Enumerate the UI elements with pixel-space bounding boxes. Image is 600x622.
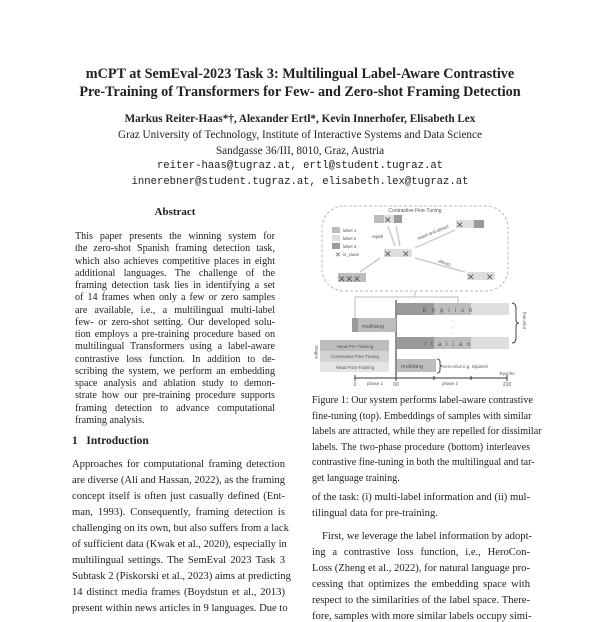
- text-line: labels are attracted, while they are repelled for dissimilar: [312, 426, 542, 437]
- text-line: framing detection task lies in identifying a set: [75, 280, 275, 291]
- tick-label: 210: [502, 382, 512, 388]
- multilang-label: multilang: [362, 324, 385, 330]
- text-line: contrastive fine-tuning in both the multilingual and tar-: [312, 457, 535, 468]
- paper-title-line-2: Pre-Training of Transformers for Few- and Zero-shot Framing Detection: [79, 84, 521, 100]
- text-line: strate how our pre-training procedure supports: [75, 390, 275, 402]
- tick-label: 60: [393, 382, 399, 388]
- text-line: present within news articles in 9 languages. Due to: [72, 603, 288, 614]
- stage-label: Head Post-Training: [335, 365, 375, 370]
- text-line: framing analysis.: [75, 414, 145, 426]
- text-line: respect to the similarities of the label space. There-: [312, 595, 530, 606]
- text-line: space analysis and ablation study to demon-: [75, 378, 275, 389]
- phase-label: phase 2: [441, 381, 459, 386]
- text-line: get language training.: [312, 472, 400, 484]
- svg-text:·: ·: [452, 325, 454, 331]
- text-line: are available, i.e., a multilingual multi-label: [75, 304, 275, 316]
- text-line: concept itself is often just casually defined (Ent-: [72, 491, 285, 502]
- text-line: ing a contrastive loss function, i.e., HeroCon-: [312, 547, 530, 558]
- text-line: challenging on its own, but also suffers from a lack: [72, 523, 289, 534]
- phase-label: phase 1: [366, 381, 384, 386]
- address: Sandgasse 36/III, 8010, Graz, Austria: [215, 145, 385, 157]
- embedding-right-bottom: [467, 272, 495, 282]
- svg-text:·: ·: [452, 331, 454, 337]
- text-line: contrastive loss function. In addition to de-: [75, 353, 275, 365]
- fig-top-title: Contrastive Fine-Tuning: [388, 208, 442, 214]
- bar-multilang: [352, 318, 396, 332]
- stage-label: Head Pre-Training: [336, 344, 374, 349]
- figure-1-diagram: [300, 200, 540, 390]
- text-line: Figure 1: Our system performs label-aware contrastive: [312, 395, 533, 406]
- text-line: of the task: (i) multi-label information and (ii) mul-: [312, 492, 530, 503]
- text-line: labels. The two-phase procedure (bottom) interleaves: [312, 441, 530, 453]
- multilang-zero-label: multilang: [401, 364, 424, 370]
- text-line: of 14 frames when only a few or zero samples: [75, 292, 275, 304]
- text-line: multilingual Transformers using a label-aware: [75, 341, 275, 353]
- paper-title-line-1: mCPT at SemEval-2023 Task 3: Multilingual Label-Aware Contrastive: [85, 66, 515, 82]
- stages-legend: [314, 340, 389, 372]
- svg-text:✕: ✕: [467, 272, 475, 282]
- email-line-1: reiter-haas@tugraz.at, ertl@student.tugraz.at: [156, 160, 444, 172]
- ellipsis: ·: [452, 319, 454, 325]
- bar-italian: [397, 337, 509, 349]
- text-line: scribing the system, we perform an embedding: [75, 365, 275, 377]
- stages-label: Stages: [314, 345, 319, 360]
- svg-text:✕✕✕: ✕✕✕: [338, 274, 361, 284]
- text-line: fine-tuning (top). Embeddings of samples with similar: [312, 410, 532, 422]
- arrow-label-repell: repell: [372, 234, 384, 239]
- embedding-left-bottom: [338, 273, 366, 284]
- x-mark-icon: ✕: [335, 252, 341, 259]
- text-line: tion employs a pre-training procedure based on: [75, 329, 275, 340]
- zero-shot-label: zero-shot e.g. Spanish: [443, 364, 489, 369]
- legend-swatch-3: [332, 243, 340, 249]
- text-line: man, 1993). Consequently, framing detection is: [72, 507, 285, 518]
- svg-text:✕: ✕: [384, 215, 392, 225]
- text-line: are diverse (Ali and Hassan, 2022), as the framing: [72, 475, 285, 486]
- legend-swatch-2: [332, 235, 340, 241]
- arrow-label-attract: attract: [437, 258, 452, 268]
- stage-label: Contrastive Fine-Tuning: [331, 354, 379, 359]
- few-shot-brace: [512, 303, 519, 343]
- bar-zero-shot: [397, 359, 436, 372]
- section-title: Introduction: [86, 435, 149, 447]
- affiliation: Graz University of Technology, Institute of Interactive Systems and Data Science: [118, 129, 482, 141]
- text-line: framing detection to advance computational: [75, 402, 275, 414]
- few-shot-label: few-shot: [522, 312, 527, 330]
- svg-text:✕: ✕: [402, 249, 410, 259]
- text-line: This paper presents the winning system for: [75, 231, 275, 242]
- text-line: fore, samples with more similar labels occupy simi-: [312, 611, 532, 622]
- text-line: of sufficient data (Kwak et al., 2020), especially in: [72, 539, 287, 550]
- text-line: cessing that optimizes the embedding space with: [312, 579, 530, 590]
- abstract-heading: Abstract: [154, 206, 196, 218]
- section-number: 1: [72, 435, 78, 447]
- text-line: Approaches for computational framing detection: [72, 459, 285, 470]
- intro-heading: [72, 435, 149, 447]
- axis-label: Epochs: [499, 371, 515, 376]
- tick-label: 0: [353, 382, 357, 388]
- authors: Markus Reiter-Haas*†, Alexander Ertl*, Kevin Innerhofer, Elisabeth Lex: [124, 113, 476, 125]
- email-line-2: innerebner@student.tugraz.at, elisabeth.lex@tugraz.at: [131, 176, 469, 188]
- lang-english: English: [422, 308, 478, 314]
- text-line: 14 distinct media frames (Boydstun et al., 2013): [72, 587, 285, 598]
- lang-italian: Italian: [424, 342, 476, 348]
- text-line: the zero-shot Spanish framing detection task,: [75, 243, 275, 255]
- bar-english: [397, 303, 509, 315]
- text-line: multilingual settings. The SemEval 2023 Task 3: [72, 555, 285, 566]
- legend-label: label 3: [343, 244, 357, 249]
- legend-label: label 1: [343, 228, 357, 233]
- embedding-right-top: [456, 220, 484, 230]
- svg-text:✕: ✕: [384, 249, 392, 259]
- embedding-center: [384, 249, 412, 259]
- text-line: Loss (Zheng et al., 2022), for natural language pro-: [312, 563, 530, 574]
- svg-text:✕: ✕: [486, 272, 494, 282]
- embedding-top: [374, 215, 402, 225]
- text-line: Subtask 2 (Piskorski et al., 2023) aims at predicting: [72, 571, 291, 582]
- legend-swatch-1: [332, 227, 340, 233]
- text-line: additional languages. The challenge of the: [75, 267, 275, 279]
- legend-label: is_class: [343, 252, 360, 257]
- arrow-label-repell-attract: repell and attract: [416, 223, 450, 241]
- text-line: First, we leverage the label information by adopt-: [322, 531, 533, 542]
- text-line: few- or zero-shot setting. Our developed solu-: [75, 316, 275, 328]
- legend-label: label 2: [343, 236, 357, 241]
- svg-text:✕: ✕: [456, 220, 464, 230]
- text-line: which also achieves competitive places in eight: [75, 255, 275, 267]
- text-line: tilingual data for pre-training.: [312, 508, 438, 519]
